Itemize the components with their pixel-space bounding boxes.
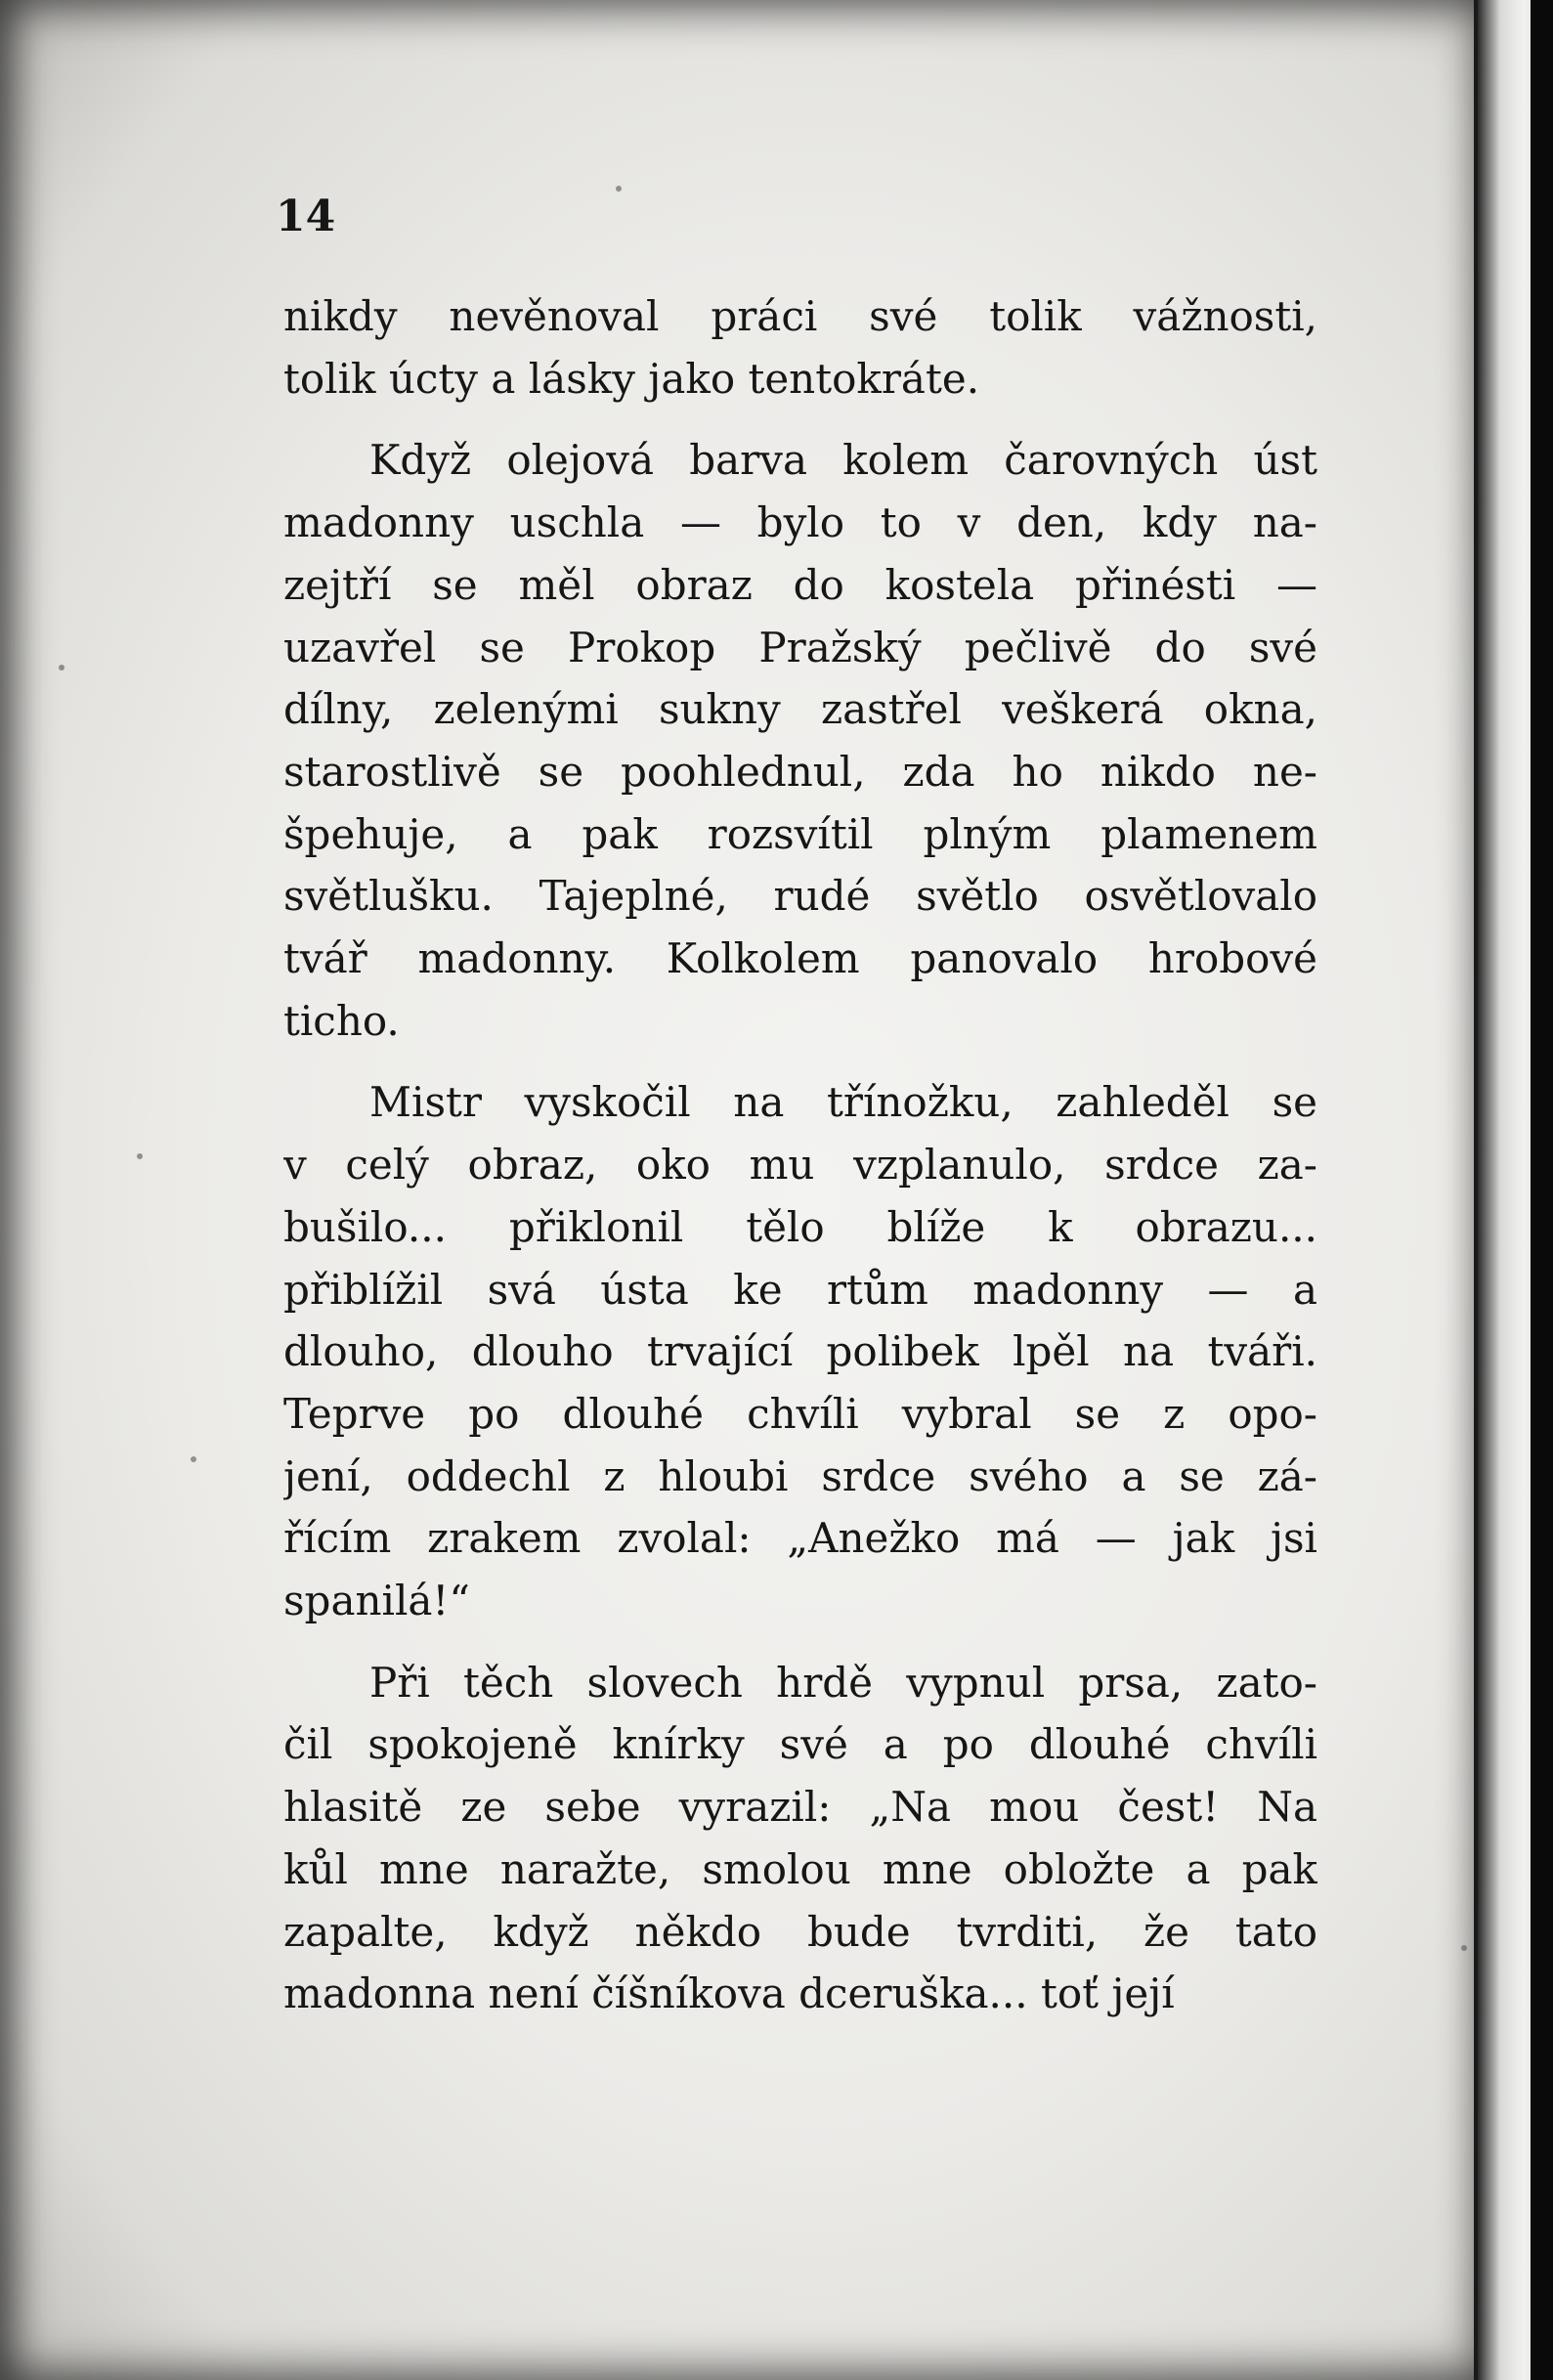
paper-speck <box>59 665 65 671</box>
paper-speck <box>191 1456 196 1462</box>
text-line: v celý obraz, oko mu vzplanulo, srdce za- <box>283 1141 1317 1190</box>
text-line: čil spokojeně knírky své a po dlouhé chvíli <box>283 1720 1317 1769</box>
text-line: zejtří se měl obraz do kostela přinésti — <box>283 560 1317 609</box>
text-line: starostlivě se poohlednul, zda ho nikdo ne- <box>283 747 1317 796</box>
text-line: špehuje, a pak rozsvítil plným plamenem <box>283 809 1317 858</box>
text-line: madonny uschla — bylo to v den, kdy na- <box>283 498 1317 547</box>
text-line: spanilá!“ <box>283 1577 470 1625</box>
body-text <box>283 285 1317 2025</box>
text-line: Při těch slovech hrdě vypnul prsa, zato- <box>369 1658 1317 1707</box>
text-line: madonna není číšníkova dceruška... toť její <box>283 1969 1175 2018</box>
paragraph <box>283 429 1317 1052</box>
text-line: Teprve po dlouhé chvíli vybral se z opo- <box>283 1389 1317 1438</box>
paragraph <box>283 1071 1317 1631</box>
text-line: dílny, zelenými sukny zastřel veškerá okna, <box>283 685 1317 734</box>
text-line: bušilo... přiklonil tělo blíže k obrazu... <box>283 1202 1317 1251</box>
paper-speck <box>1461 1945 1467 1951</box>
paper-speck <box>137 1153 143 1159</box>
text-line: Mistr vyskočil na třínožku, zahleděl se <box>369 1078 1317 1127</box>
page-number: 14 <box>276 192 336 241</box>
text-line: hlasitě ze sebe vyrazil: „Na mou čest! Na <box>283 1783 1317 1832</box>
paragraph <box>283 285 1317 410</box>
text-line: dlouho, dlouho trvající polibek lpěl na tváři. <box>283 1327 1317 1376</box>
scan-border <box>1531 0 1553 2380</box>
text-line: Když olejová barva kolem čarovných úst <box>369 436 1317 485</box>
text-line: zapalte, když někdo bude tvrditi, že tato <box>283 1907 1317 1956</box>
paragraph <box>283 1652 1317 2025</box>
text-line: tvář madonny. Kolkolem panovalo hrobové <box>283 934 1317 983</box>
text-line: ticho. <box>283 996 400 1045</box>
text-line: přiblížil svá ústa ke rtům madonny — a <box>283 1265 1317 1314</box>
text-line: nikdy nevěnoval práci své tolik vážnosti, <box>283 292 1317 340</box>
text-line: světlušku. Tajeplné, rudé světlo osvětlovalo <box>283 872 1317 921</box>
text-line: řícím zrakem zvolal: „Anežko má — jak jsi <box>283 1514 1317 1563</box>
text-line: kůl mne naražte, smolou mne obložte a pak <box>283 1844 1317 1893</box>
text-line: uzavřel se Prokop Pražský pečlivě do své <box>283 623 1317 671</box>
text-line: tolik úcty a lásky jako tentokráte. <box>283 354 980 403</box>
text-line: jení, oddechl z hloubi srdce svého a se zá- <box>283 1451 1317 1500</box>
paper-speck <box>616 186 622 192</box>
